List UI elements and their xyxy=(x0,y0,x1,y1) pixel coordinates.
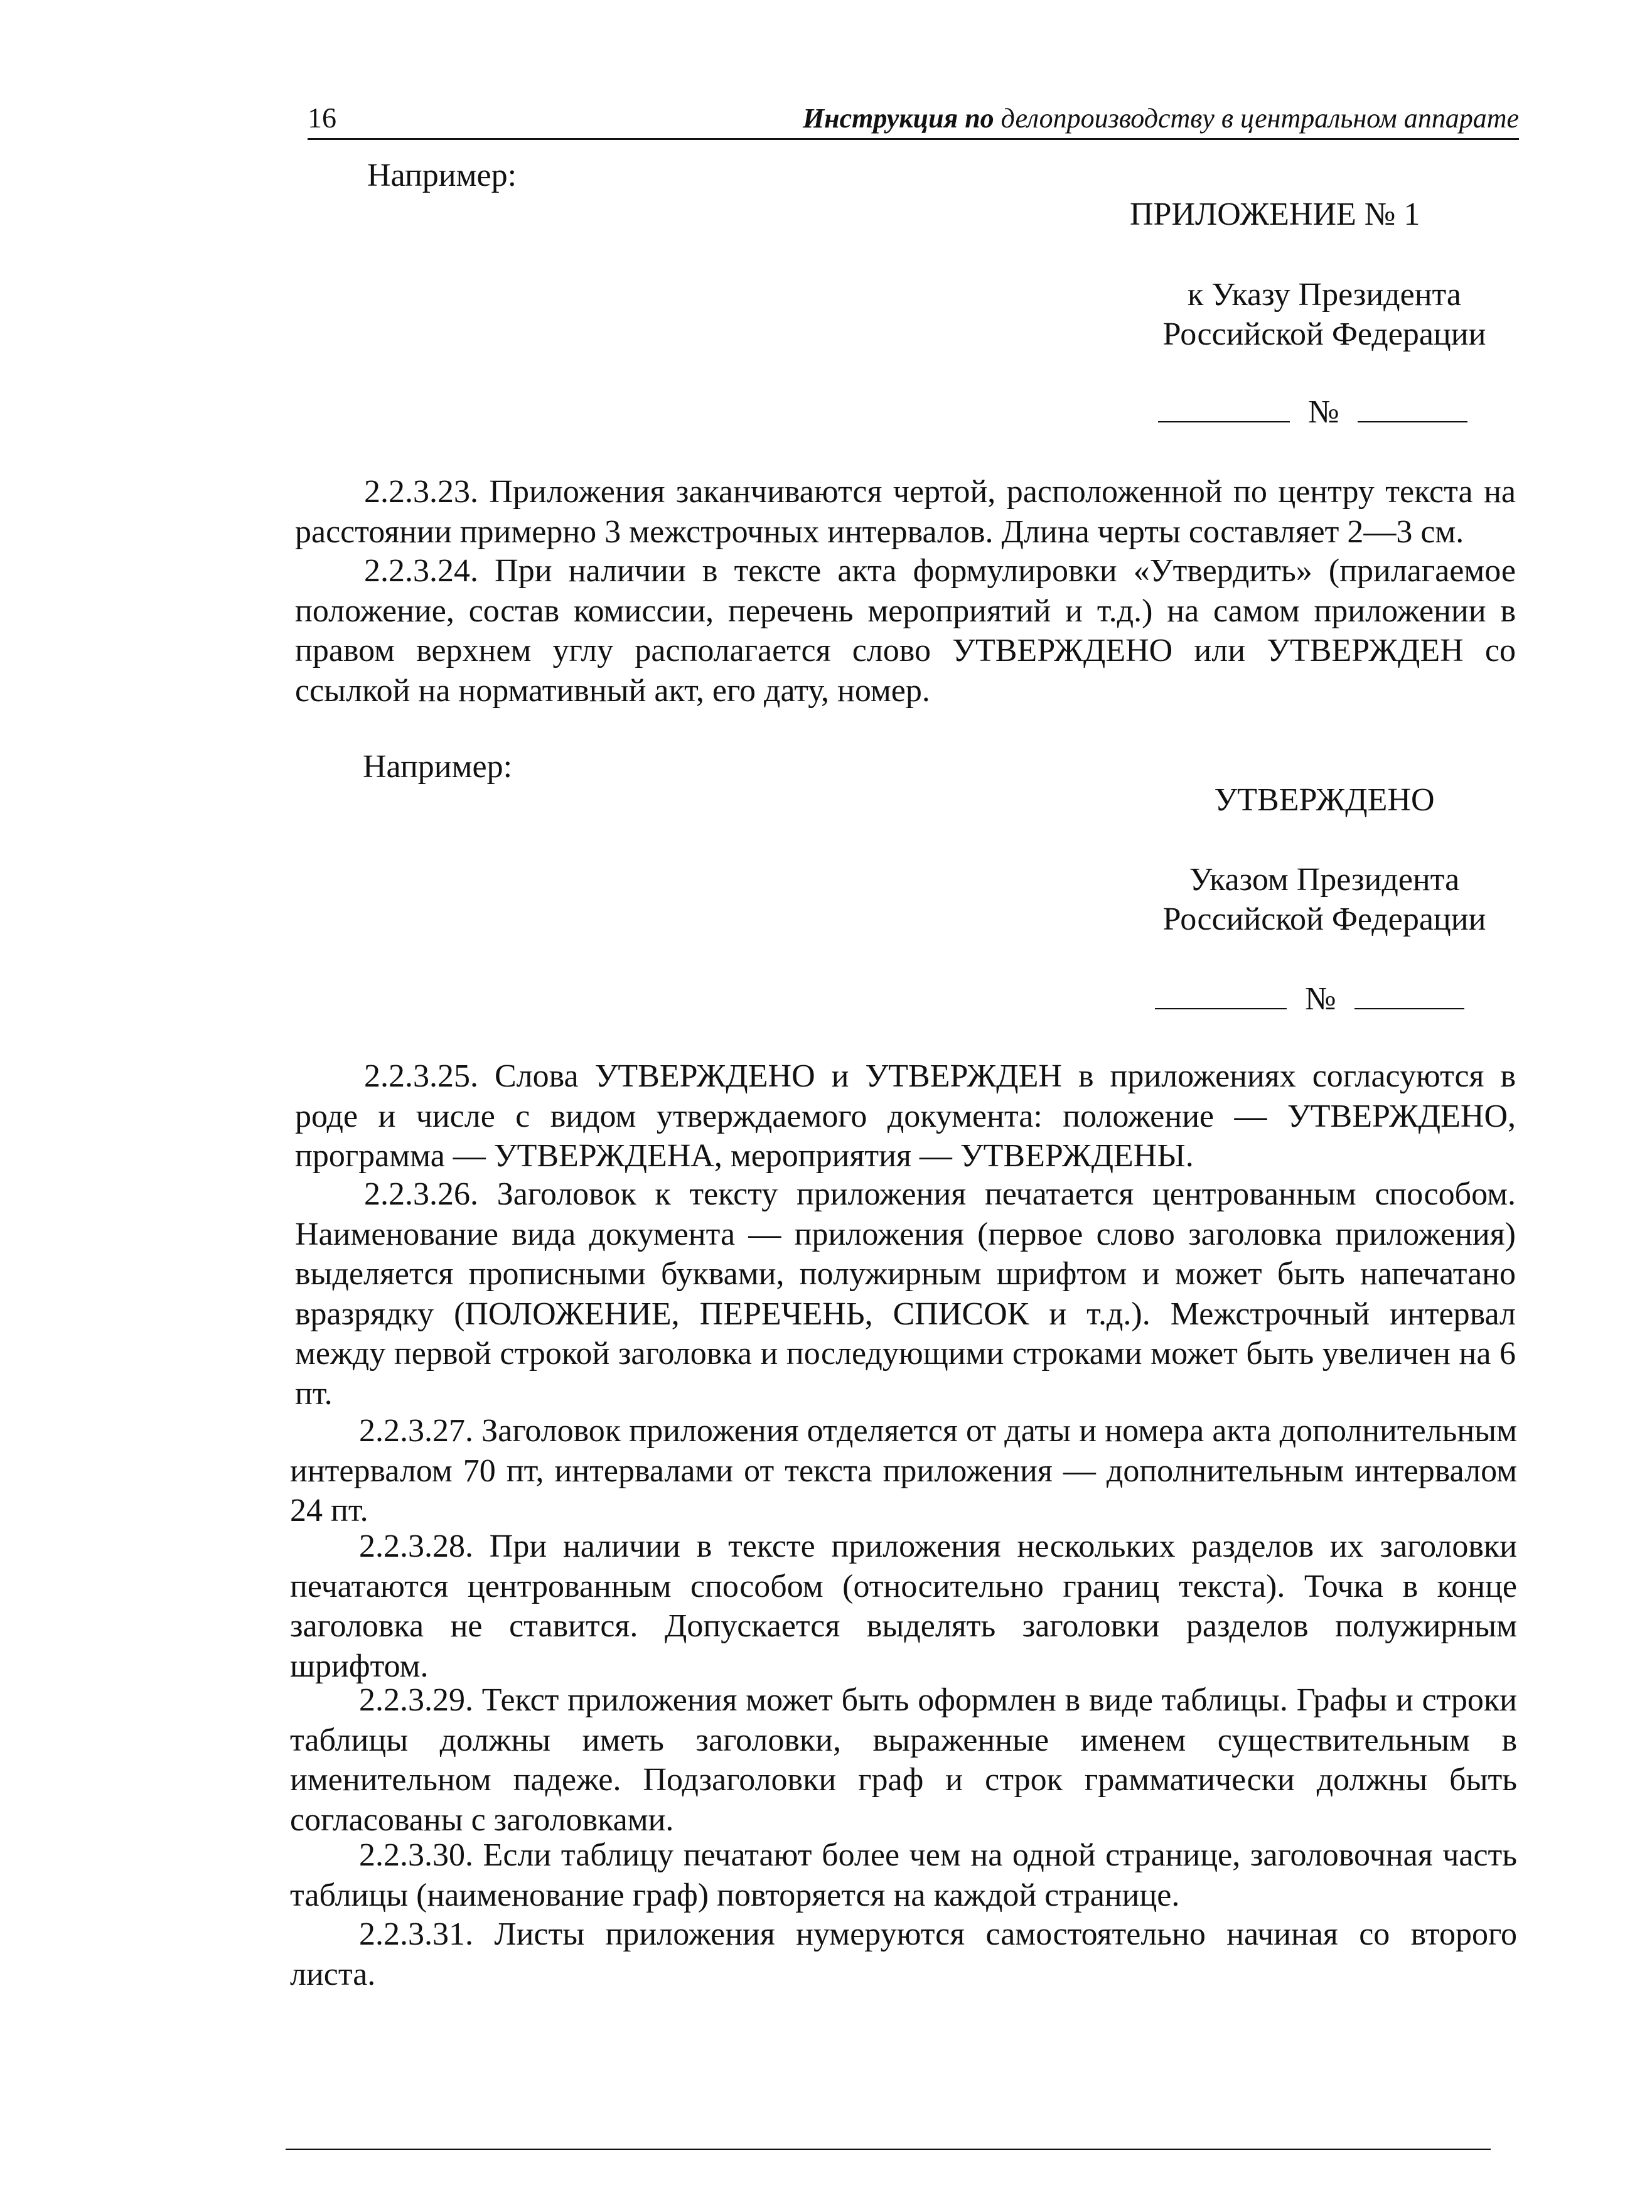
approved-number-line xyxy=(1155,979,1464,1019)
date-blank xyxy=(1158,394,1290,422)
paragraph-2-2-3-28: 2.2.3.28. При наличии в тексте приложения нескольких разделов их заголовки печатаются центрованным способом (относительно границ текста). Точка в конце заголовка не ставится. Допускается выделять заголовки разделов полужирным шрифтом. xyxy=(290,1528,1517,1684)
appendix-number-line-1 xyxy=(1158,392,1467,432)
example-label-2: Например: xyxy=(363,749,513,785)
number-sign: № xyxy=(1305,981,1336,1017)
running-title-bold: Инструкция по xyxy=(802,103,994,134)
approved-title: УТВЕРЖДЕНО xyxy=(1214,782,1435,818)
paragraph-2-2-3-29: 2.2.3.29. Текст приложения может быть оформлен в виде таблицы. Графы и строки таблицы должны иметь заголовки, выраженные именем существительным в именительном падеже. Подзаголовки граф и строк грамматически должны быть согласованы с заголовками. xyxy=(290,1682,1517,1838)
appendix-title: ПРИЛОЖЕНИЕ № 1 xyxy=(1130,196,1420,232)
running-title xyxy=(803,102,1519,134)
paragraph-2-2-3-24: 2.2.3.24. При наличии в тексте акта формулировки «Утвердить» (прилагаемое положение, состав комиссии, перечень мероприятий и т.д.) на самом приложении в правом верхнем углу располагается слово УТВЕРЖДЕНО или УТВЕРЖДЕН со ссылкой на нормативный акт, его дату, номер. xyxy=(295,553,1516,709)
end-rule xyxy=(286,2149,1491,2150)
paragraph-2-2-3-23: 2.2.3.23. Приложения заканчиваются чертой, расположенной по центру текста на расстоянии примерно 3 межстрочных интервалов. Длина черты составляет 2—3 см. xyxy=(295,474,1516,550)
number-sign: № xyxy=(1308,394,1339,430)
paragraph-2-2-3-31: 2.2.3.31. Листы приложения нумеруются самостоятельно начиная со второго листа. xyxy=(290,1916,1517,1992)
paragraph-2-2-3-30: 2.2.3.30. Если таблицу печатают более чем на одной странице, заголовочная часть таблицы (наименование граф) повторяется на каждой странице. xyxy=(290,1837,1517,1913)
date-blank xyxy=(1155,980,1287,1009)
appendix-to-line-1: к Указу Президента xyxy=(1188,277,1461,313)
page-number: 16 xyxy=(308,102,336,134)
approved-by-line-2: Российской Федерации xyxy=(1162,901,1486,937)
number-blank xyxy=(1358,394,1467,422)
paragraph-2-2-3-26: 2.2.3.26. Заголовок к тексту приложения печатается центрованным способом. Наименование вида документа — приложения (первое слово заголовка приложения) выделяется прописными буквами, полужирным шрифтом и может быть напечатано вразрядку (ПОЛОЖЕНИЕ, ПЕРЕЧЕНЬ, СПИСОК и т.д.). Межстрочный интервал между первой строкой заголовка и последующими строками может быть увеличен на 6 пт. xyxy=(295,1176,1516,1412)
paragraph-2-2-3-25: 2.2.3.25. Слова УТВЕРЖДЕНО и УТВЕРЖДЕН в приложениях согласуются в роде и числе с видом утверждаемого документа: положение — УТВЕРЖДЕНО, программа — УТВЕРЖДЕНА, мероприятия — УТВЕРЖДЕНЫ. xyxy=(295,1058,1516,1174)
running-header xyxy=(308,94,1519,140)
appendix-to-line-2: Российской Федерации xyxy=(1162,316,1486,352)
approved-by-line-1: Указом Президента xyxy=(1189,862,1460,898)
number-blank xyxy=(1354,980,1464,1009)
paragraph-2-2-3-27: 2.2.3.27. Заголовок приложения отделяется от даты и номера акта дополнительным интервалом 70 пт, интервалами от текста приложения — дополнительным интервалом 24 пт. xyxy=(290,1413,1517,1528)
example-label-1: Например: xyxy=(367,158,517,193)
running-title-rest: делопроизводству в центральном аппарате xyxy=(994,103,1519,134)
